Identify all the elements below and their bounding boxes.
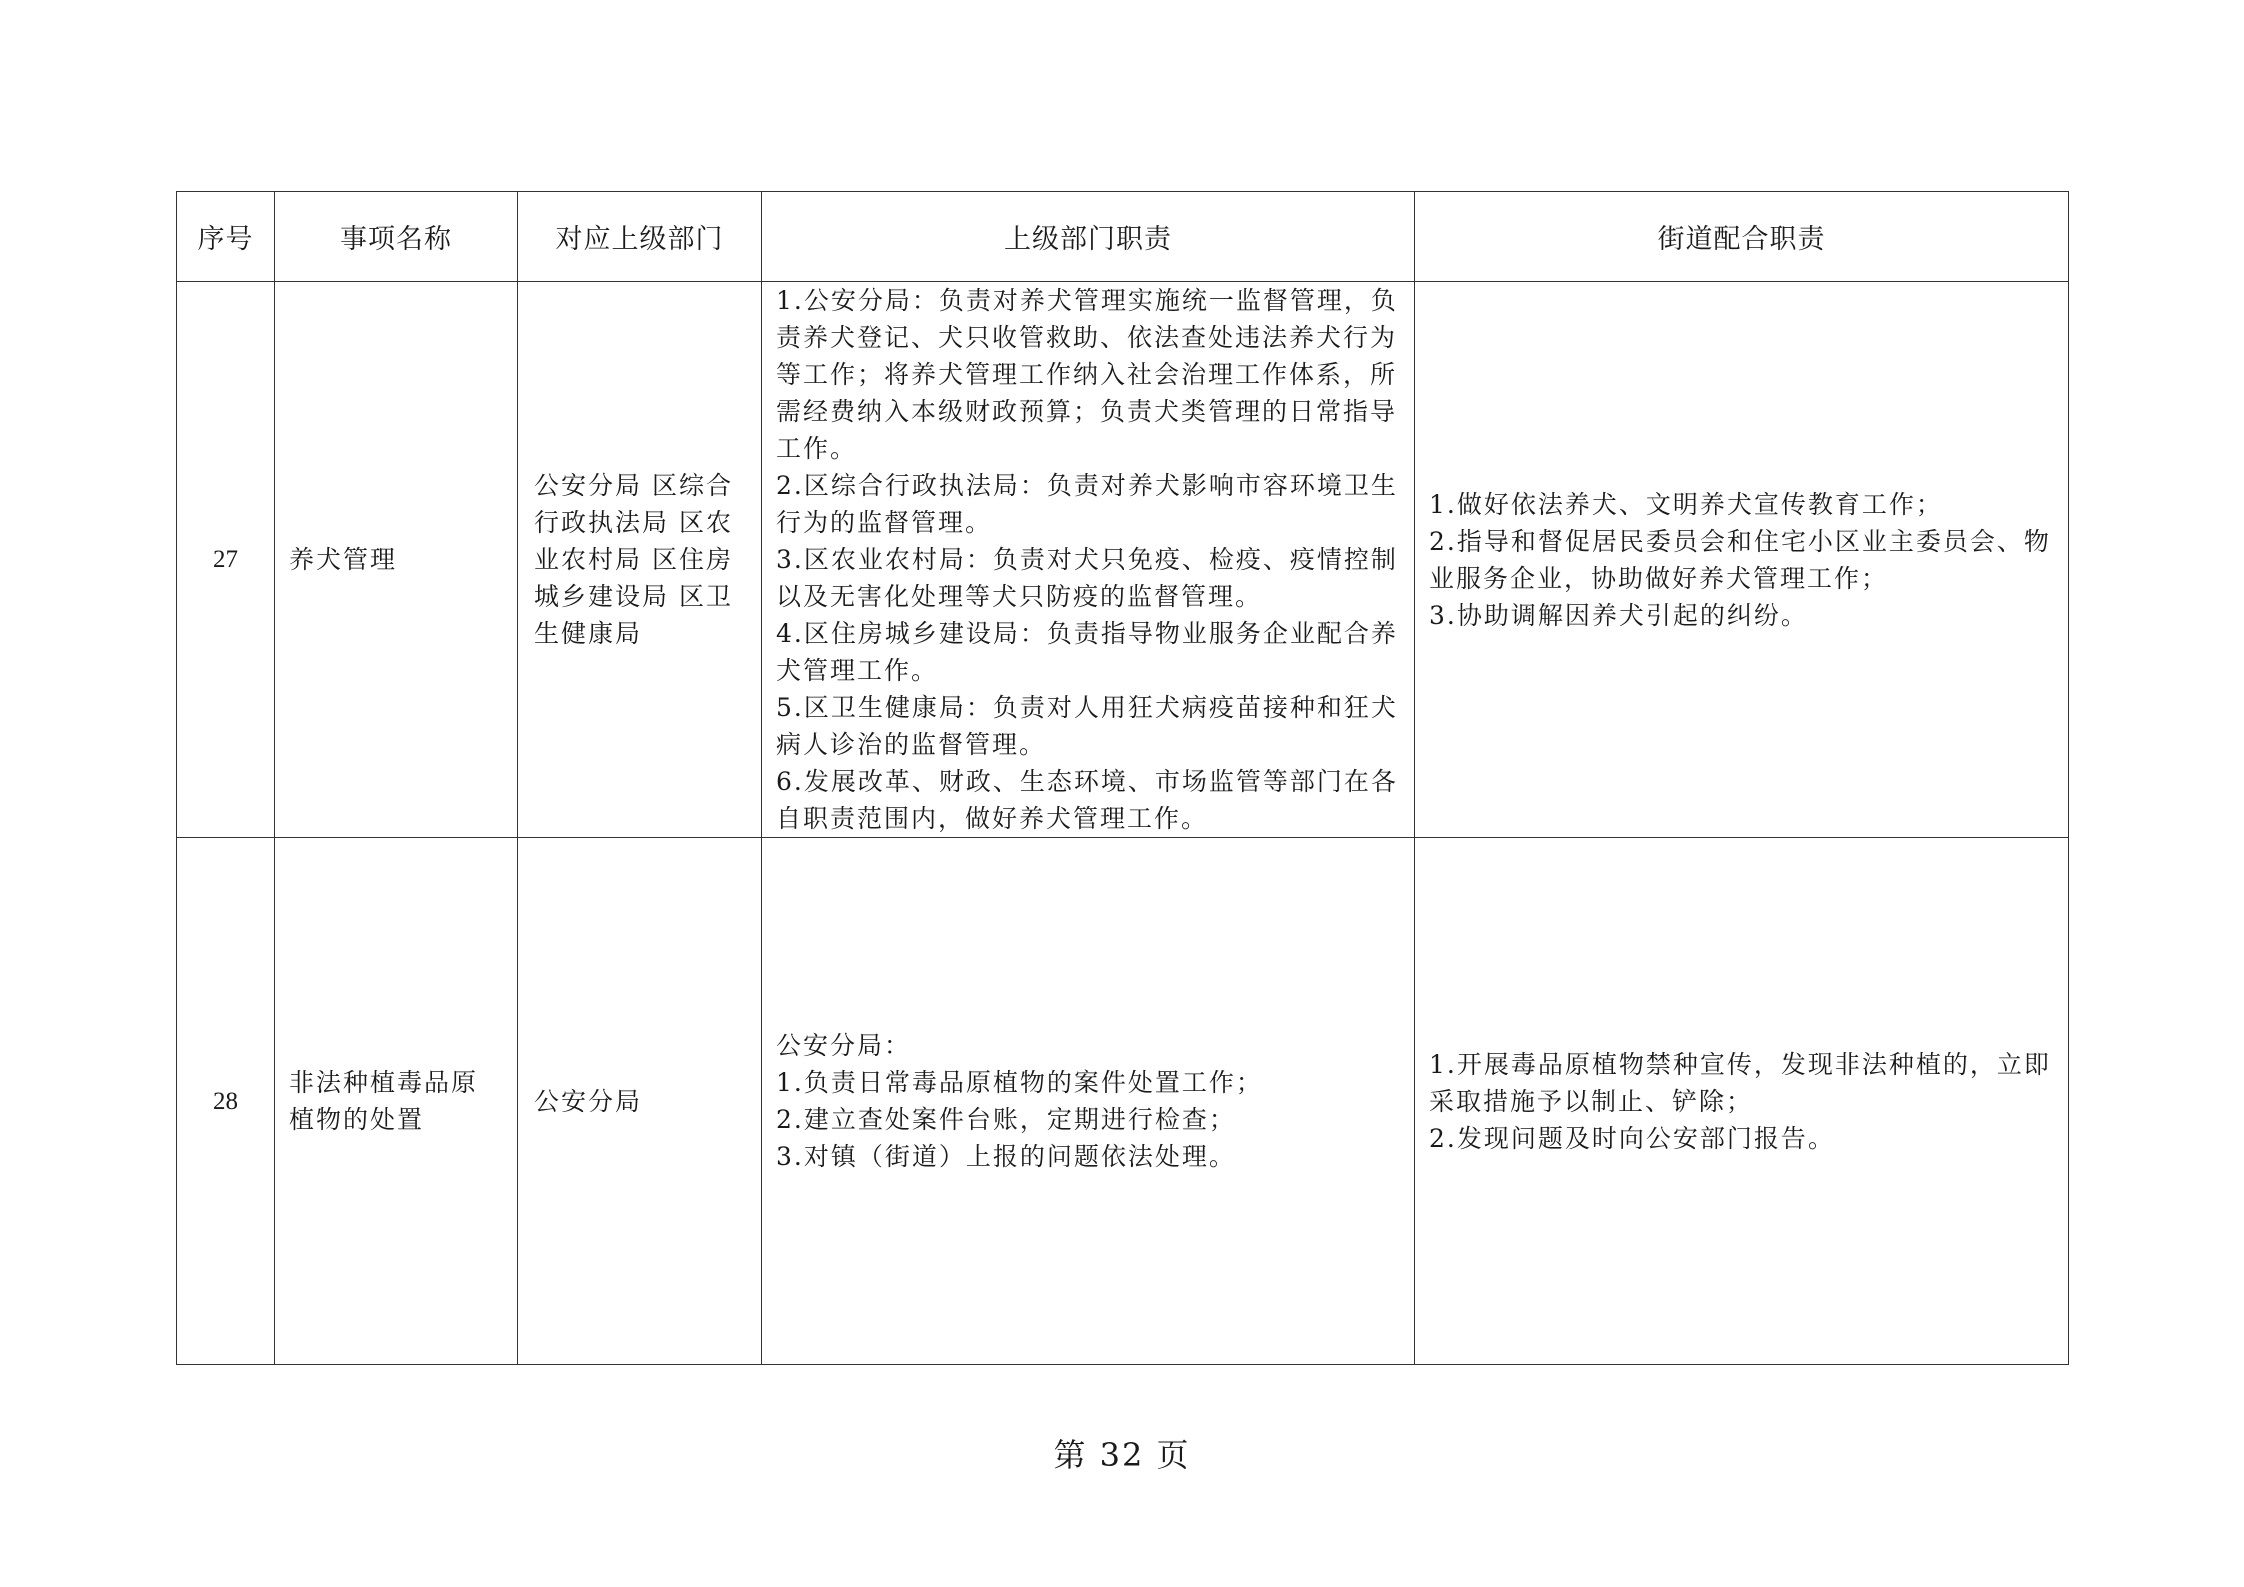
- page-footer: [0, 1430, 2244, 1476]
- row-item-name: [275, 838, 518, 1365]
- row-upper-duty: [762, 838, 1415, 1365]
- page-number: 32: [1099, 1436, 1145, 1474]
- row-upper-dept: [518, 838, 762, 1365]
- upper-dept-text: 公安分局: [534, 1086, 643, 1116]
- upper-duty-line: 5.区卫生健康局：负责对人用狂犬病疫苗接种和狂犬病人诊治的监督管理。: [776, 693, 1398, 759]
- street-duty-line: 3.协助调解因养犬引起的纠纷。: [1429, 600, 1808, 630]
- item-name-text: 养犬管理: [289, 545, 398, 574]
- row-seq: 27: [177, 282, 275, 838]
- upper-duty-line: 公安分局：: [776, 1031, 912, 1060]
- footer-suffix: 页: [1156, 1436, 1191, 1474]
- row-street-duty: [1415, 838, 2069, 1365]
- row-seq: 28: [177, 838, 275, 1365]
- row-item-name: [275, 282, 518, 838]
- row-street-duty: [1415, 282, 2069, 838]
- upper-duty-line: 1.负责日常毒品原植物的案件处置工作；: [776, 1068, 1263, 1097]
- upper-dept-text: 公安分局 区综合行政执法局 区农业农村局 区住房城乡建设局 区卫生健康局: [534, 471, 733, 648]
- street-duty-line: 1.开展毒品原植物禁种宣传，发现非法种植的，立即采取措施予以制止、铲除；: [1429, 1049, 2051, 1116]
- street-duty-line: 2.指导和督促居民委员会和住宅小区业主委员会、物业服务企业，协助做好养犬管理工作；: [1429, 526, 2051, 593]
- upper-duty-line: 6.发展改革、财政、生态环境、市场监管等部门在各自职责范围内，做好养犬管理工作。: [776, 767, 1398, 833]
- table-header-row: [177, 192, 2069, 282]
- table-row: [177, 282, 2069, 838]
- duty-table: [176, 191, 2069, 1365]
- header-upper-duty: 上级部门职责: [762, 192, 1415, 282]
- upper-duty-line: 1.公安分局：负责对养犬管理实施统一监督管理，负责养犬登记、犬只收管救助、依法查处违法养犬行为等工作；将养犬管理工作纳入社会治理工作体系，所需经费纳入本级财政预算；负责犬类管理的日常指导工作。: [776, 286, 1398, 463]
- street-duty-line: 1.做好依法养犬、文明养犬宣传教育工作；: [1429, 489, 1943, 519]
- header-item-name: 事项名称: [275, 192, 518, 282]
- upper-duty-line: 4.区住房城乡建设局：负责指导物业服务企业配合养犬管理工作。: [776, 619, 1398, 685]
- header-seq: 序号: [177, 192, 275, 282]
- upper-duty-line: 2.建立查处案件台账，定期进行检查；: [776, 1105, 1236, 1134]
- footer-prefix: 第: [1053, 1436, 1088, 1474]
- upper-duty-line: 2.区综合行政执法局：负责对养犬影响市容环境卫生行为的监督管理。: [776, 471, 1398, 537]
- item-name-text: 非法种植毒品原植物的处置: [289, 1068, 479, 1134]
- row-upper-duty: [762, 282, 1415, 838]
- header-street-duty: 街道配合职责: [1415, 192, 2069, 282]
- row-upper-dept: [518, 282, 762, 838]
- table-row: [177, 838, 2069, 1365]
- header-upper-dept: 对应上级部门: [518, 192, 762, 282]
- upper-duty-line: 3.区农业农村局：负责对犬只免疫、检疫、疫情控制以及无害化处理等犬只防疫的监督管理。: [776, 545, 1398, 611]
- street-duty-line: 2.发现问题及时向公安部门报告。: [1429, 1123, 1835, 1153]
- upper-duty-line: 3.对镇（街道）上报的问题依法处理。: [776, 1142, 1236, 1171]
